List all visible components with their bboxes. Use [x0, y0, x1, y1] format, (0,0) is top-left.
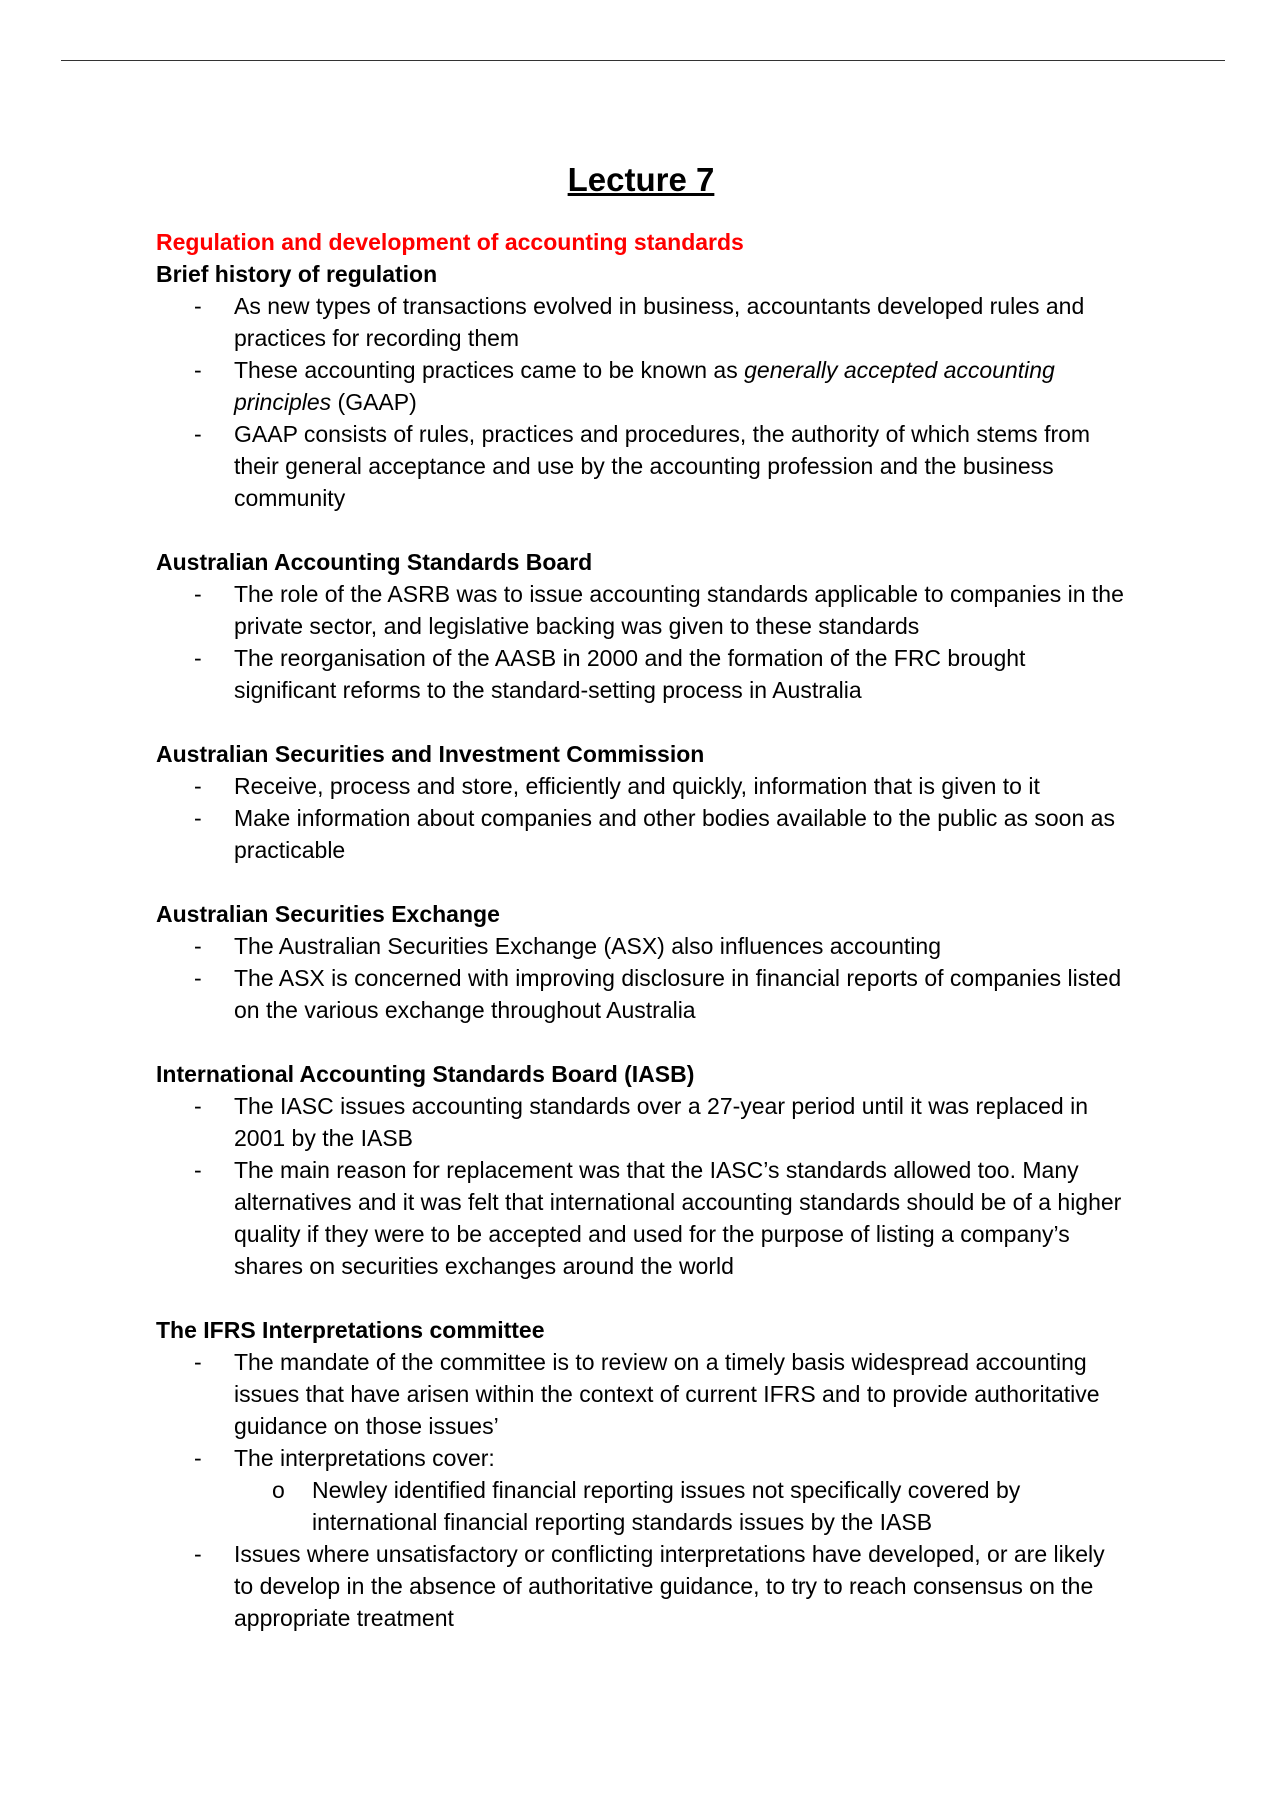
list-item [156, 962, 1126, 1026]
list-item [156, 578, 1126, 642]
list-item [156, 290, 1126, 354]
page-title: Lecture 7 [567, 161, 715, 198]
section-aasb [156, 546, 1126, 706]
list-item-text: Receive, process and store, efficiently and quickly, information that is given to it [234, 773, 1040, 799]
list-item-text-italic: generally accepted accounting principles [234, 357, 1055, 415]
section-brief-history [156, 258, 1126, 514]
dash-bullet: - [194, 773, 202, 799]
sub-bullet-list [234, 1474, 1126, 1538]
dash-bullet: - [194, 1445, 202, 1471]
section-asx [156, 898, 1126, 1026]
dash-bullet: - [194, 357, 202, 383]
dash-bullet: - [194, 1541, 202, 1567]
list-item-text: Make information about companies and other bodies available to the public as soon as practicable [234, 805, 1115, 863]
list-item [156, 1154, 1126, 1282]
list-item-text: The reorganisation of the AASB in 2000 and the formation of the FRC brought significant reforms to the standard-setting process in Australia [234, 645, 1026, 703]
main-heading: Regulation and development of accounting standards [156, 229, 744, 255]
list-item [156, 418, 1126, 514]
list-item-text: The role of the ASRB was to issue accounting standards applicable to companies in the private sector, and legislative backing was given to these standards [234, 581, 1124, 639]
bullet-list [156, 770, 1126, 866]
list-item [156, 354, 1126, 418]
dash-bullet: - [194, 645, 202, 671]
bullet-list [156, 1090, 1126, 1282]
list-item-text-after: (GAAP) [331, 389, 417, 415]
list-item [156, 1090, 1126, 1154]
bullet-list [156, 930, 1126, 1026]
section-ifrs-committee [156, 1314, 1126, 1634]
sub-list-item [234, 1474, 1126, 1538]
dash-bullet: - [194, 1157, 202, 1183]
section-asic [156, 738, 1126, 866]
dash-bullet: - [194, 805, 202, 831]
list-item-text: The mandate of the committee is to review on a timely basis widespread accounting issues that have arisen within the context of current IFRS and to provide authoritative guidance on those issues’ [234, 1349, 1100, 1439]
section-heading: Australian Accounting Standards Board [156, 549, 593, 575]
list-item-text: Issues where unsatisfactory or conflicting interpretations have developed, or are likely to develop in the absence of authoritative guidance, to try to reach consensus on the appropriate treatment [234, 1541, 1105, 1631]
list-item-text: As new types of transactions evolved in business, accountants developed rules and practices for recording them [234, 293, 1085, 351]
section-heading: Brief history of regulation [156, 261, 438, 287]
list-item-text: The Australian Securities Exchange (ASX) also influences accounting [234, 933, 942, 959]
section-heading: International Accounting Standards Board (IASB) [156, 1061, 695, 1087]
dash-bullet: - [194, 1349, 202, 1375]
dash-bullet: - [194, 581, 202, 607]
header-rule [61, 60, 1225, 61]
dash-bullet: - [194, 293, 202, 319]
section-iasb [156, 1058, 1126, 1282]
list-item-text-before: These accounting practices came to be known as [234, 357, 745, 383]
document-page [156, 158, 1126, 1666]
list-item-text: The ASX is concerned with improving disclosure in financial reports of companies listed on the various exchange throughout Australia [234, 965, 1122, 1023]
list-item [156, 770, 1126, 802]
dash-bullet: - [194, 421, 202, 447]
bullet-list [156, 290, 1126, 514]
list-item-text: The main reason for replacement was that the IASC’s standards allowed too. Many alternatives and it was felt that international accounting standards should be of a higher quality if they were to be accepted and used for the purpose of listing a company’s shares on securities exchanges around the world [234, 1157, 1122, 1279]
section-heading: The IFRS Interpretations committee [156, 1317, 545, 1343]
list-item [156, 1538, 1126, 1634]
list-item-text: GAAP consists of rules, practices and procedures, the authority of which stems from their general acceptance and use by the accounting profession and the business community [234, 421, 1091, 511]
sub-list-item-text: Newley identified financial reporting issues not specifically covered by international financial reporting standards issues by the IASB [312, 1477, 1021, 1535]
list-item [156, 1346, 1126, 1442]
dash-bullet: - [194, 965, 202, 991]
bullet-list [156, 578, 1126, 706]
dash-bullet: - [194, 1093, 202, 1119]
list-item-text: The interpretations cover: [234, 1445, 495, 1471]
list-item [156, 930, 1126, 962]
list-item [156, 642, 1126, 706]
bullet-list [156, 1346, 1126, 1634]
list-item [156, 802, 1126, 866]
section-heading: Australian Securities and Investment Commission [156, 741, 705, 767]
dash-bullet: - [194, 933, 202, 959]
section-heading: Australian Securities Exchange [156, 901, 500, 927]
circle-bullet: o [272, 1477, 285, 1503]
list-item-text: The IASC issues accounting standards over a 27-year period until it was replaced in 2001 by the IASB [234, 1093, 1089, 1151]
list-item [156, 1442, 1126, 1538]
